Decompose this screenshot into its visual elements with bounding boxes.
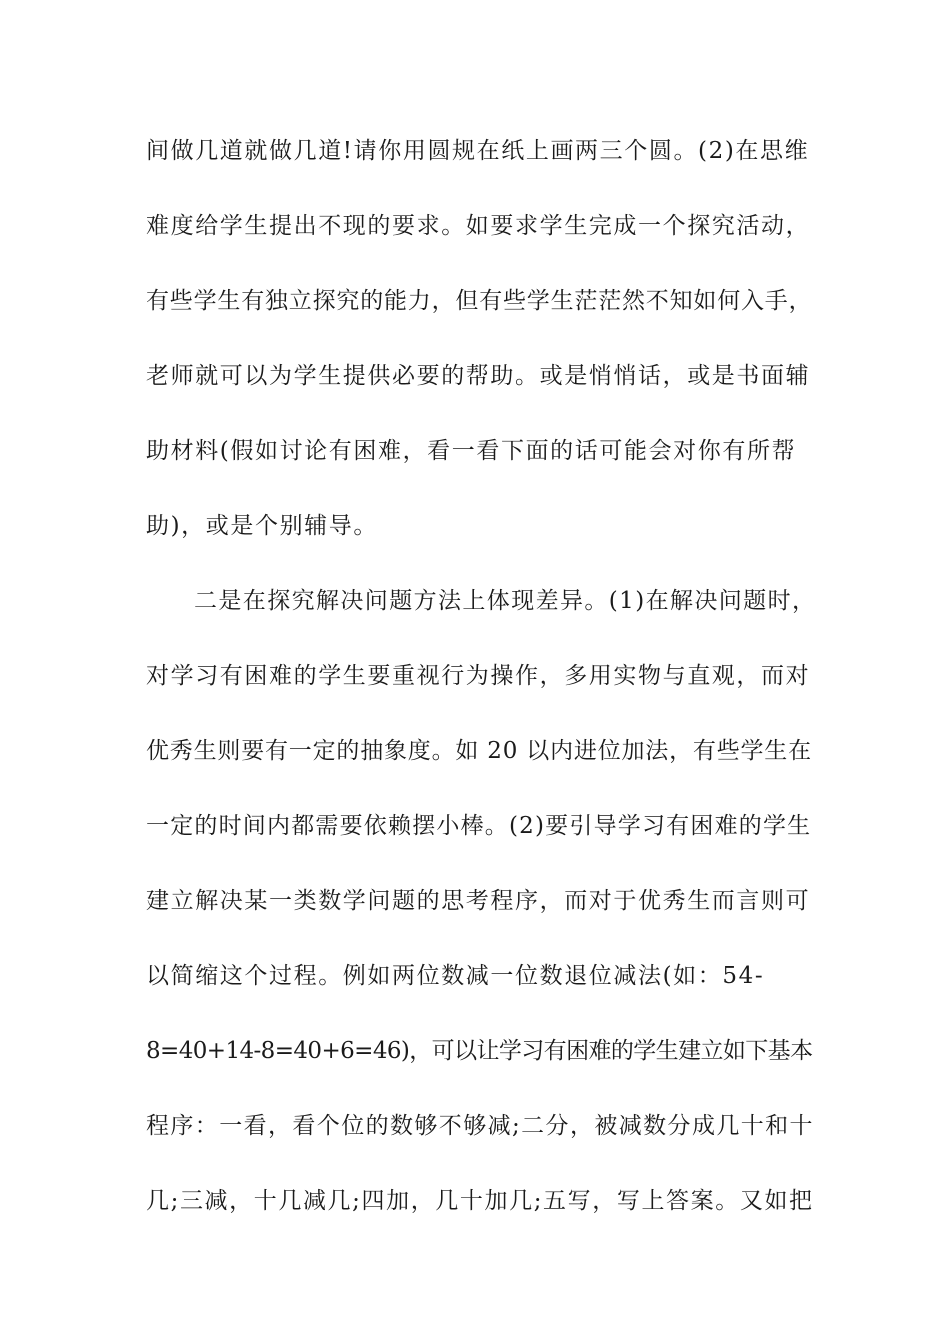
text-line: 以简缩这个过程。例如两位数减一位数退位减法(如：54- <box>146 963 765 989</box>
text-line: 建立解决某一类数学问题的思考程序，而对于优秀生而言则可 <box>146 888 811 914</box>
text-line: 助材料(假如讨论有困难，看一看下面的话可能会对你有所帮 <box>146 438 797 464</box>
text-line: 有些学生有独立探究的能力，但有些学生茫茫然不知如何入手， <box>146 288 813 314</box>
text-line: 间做几道就做几道!请你用圆规在纸上画两三个圆。(2)在思维 <box>146 138 810 164</box>
text-line: 一定的时间内都需要依赖摆小棒。(2)要引导学习有困难的学生 <box>146 813 812 839</box>
text-line: 优秀生则要有一定的抽象度。如 20 以内进位加法，有些学生在 <box>146 738 812 764</box>
paragraph-start-line: 二是在探究解决问题方法上体现差异。(1)在解决问题时， <box>194 588 817 614</box>
text-line: 几;三减，十几减几;四加，几十加几;五写，写上答案。又如把 <box>146 1188 814 1214</box>
text-line: 8=40+14-8=40+6=46)，可以让学习有困难的学生建立如下基本 <box>146 1038 813 1064</box>
text-line: 难度给学生提出不现的要求。如要求学生完成一个探究活动， <box>146 213 811 239</box>
text-line: 程序：一看，看个位的数够不够减;二分，被减数分成几十和十 <box>146 1113 814 1139</box>
text-line: 老师就可以为学生提供必要的帮助。或是悄悄话，或是书面辅 <box>146 363 811 389</box>
text-line: 对学习有困难的学生要重视行为操作，多用实物与直观，而对 <box>146 663 811 689</box>
text-line: 助)，或是个别辅导。 <box>146 513 378 539</box>
body-text <box>146 128 816 1253</box>
